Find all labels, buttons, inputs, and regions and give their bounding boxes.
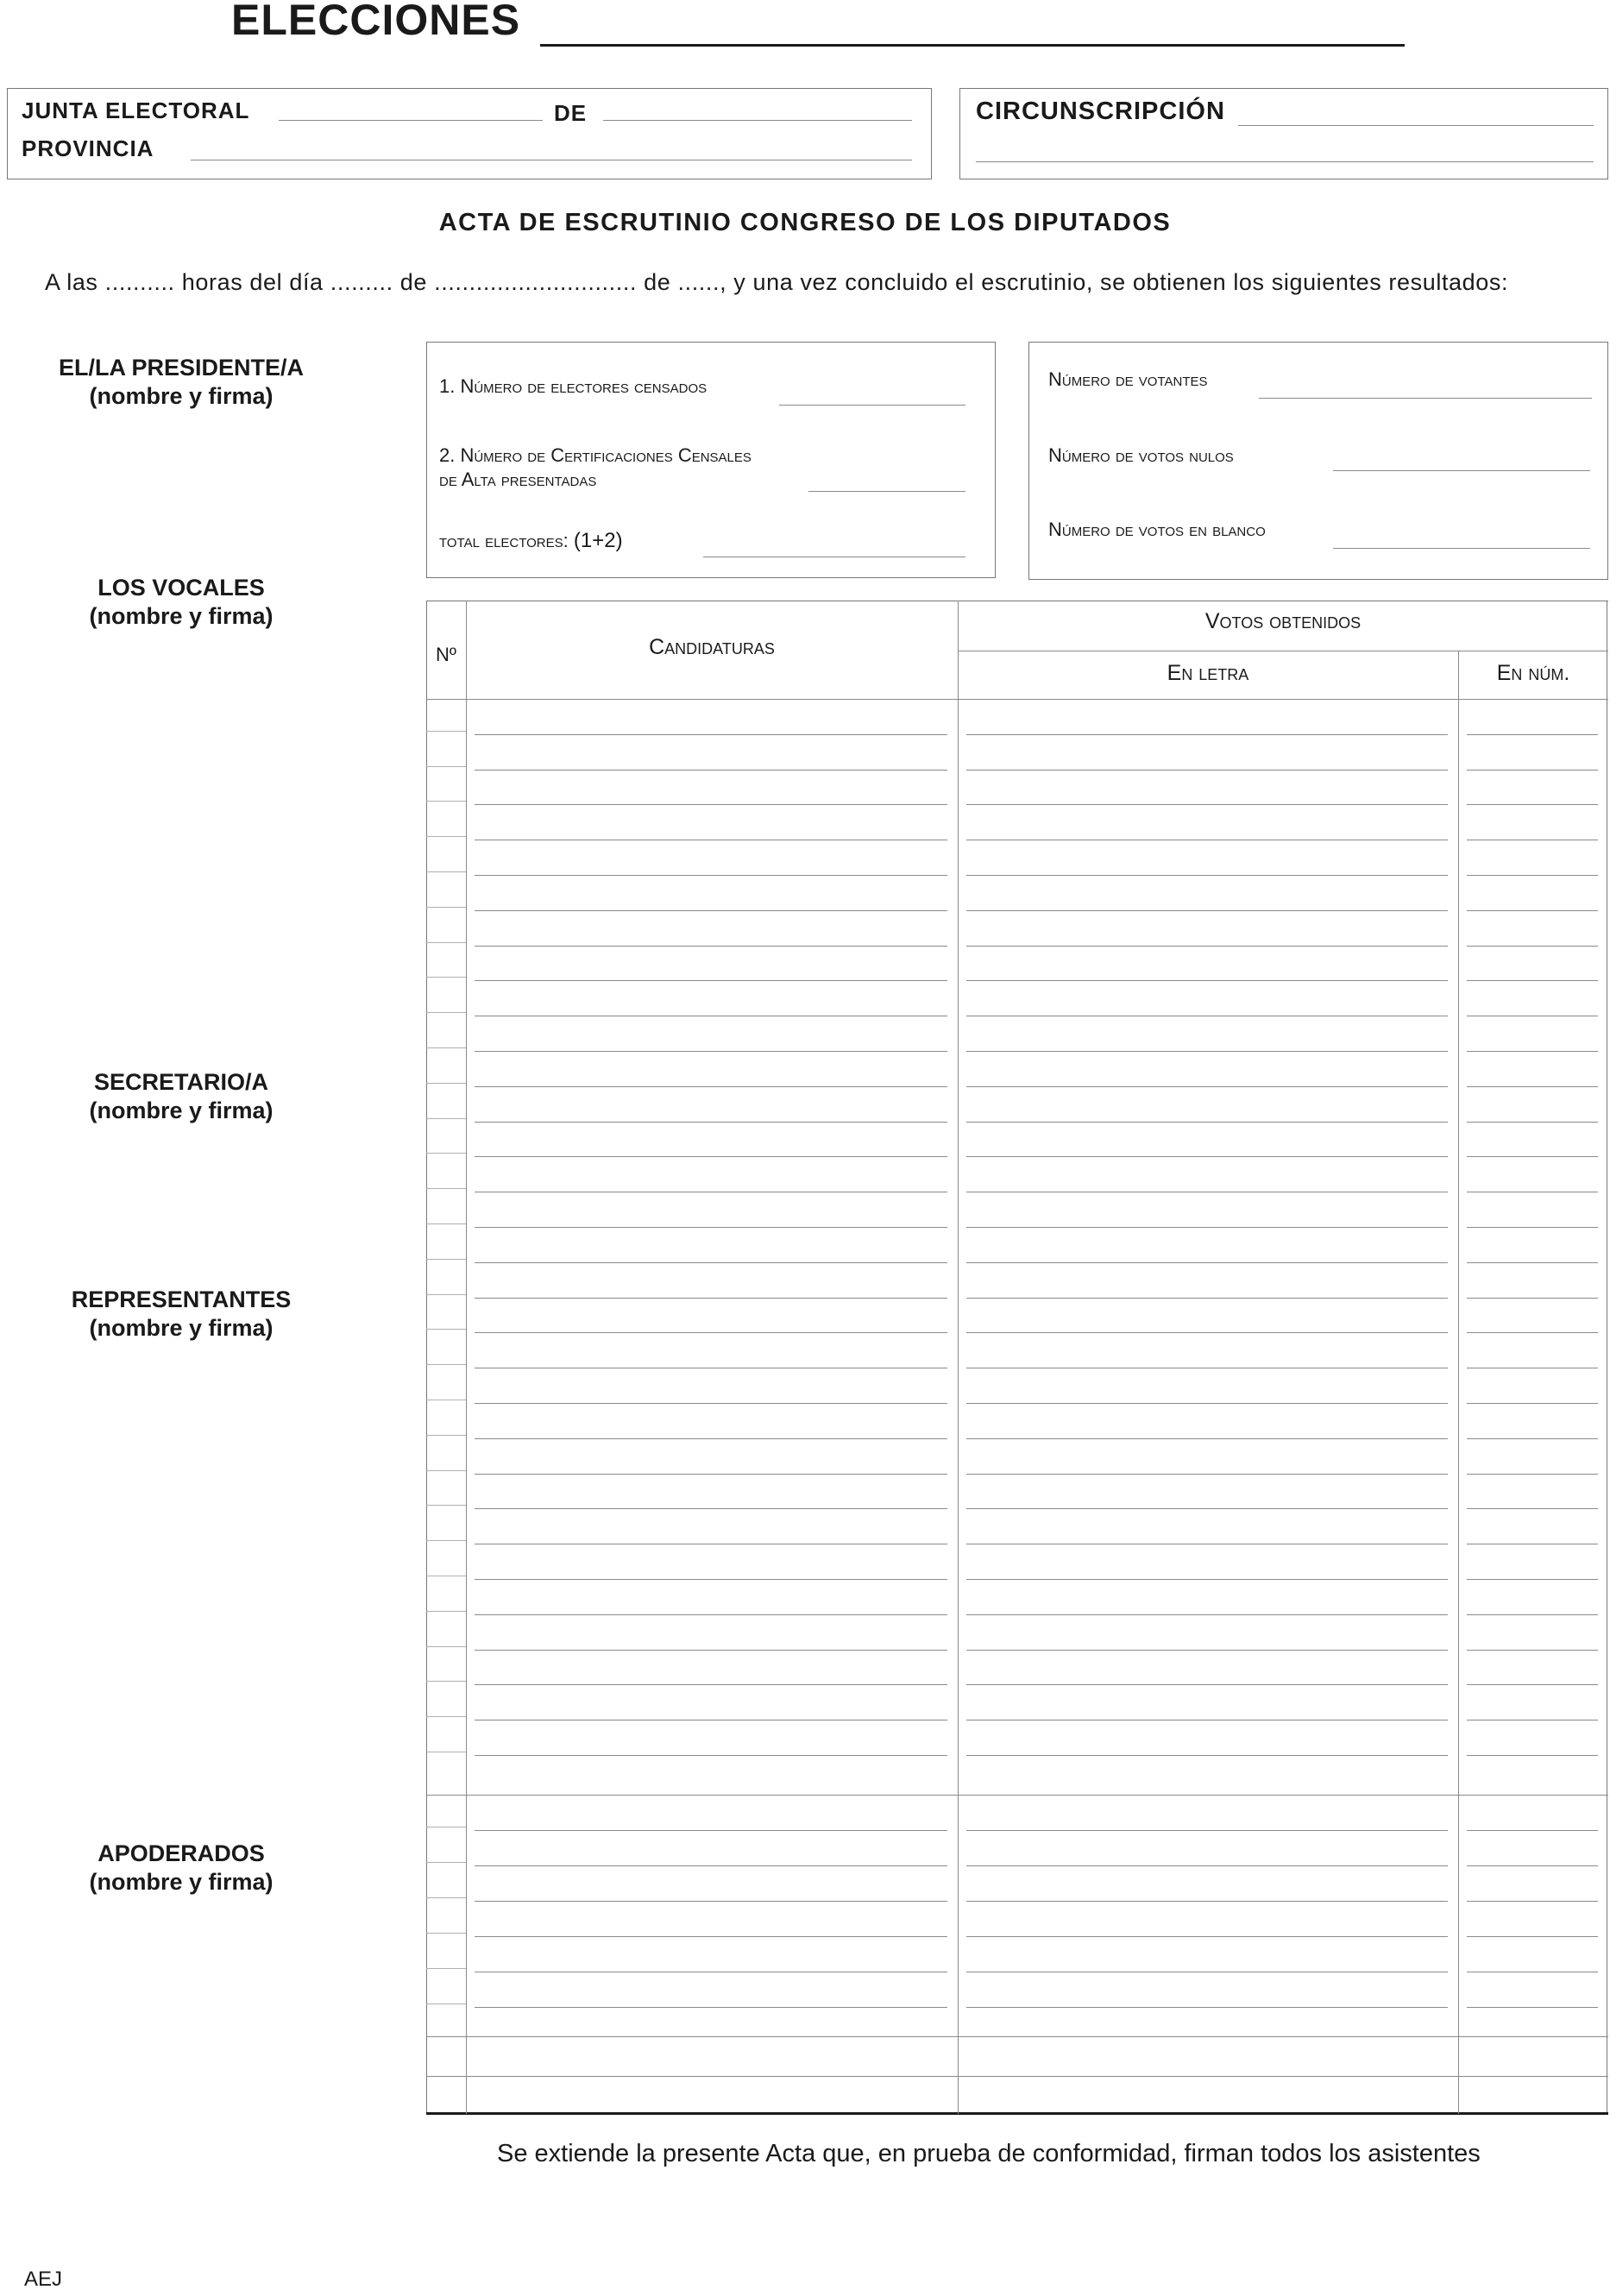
votos-num-field[interactable] <box>1467 1474 1598 1475</box>
signature-apoderados <box>43 1840 319 1897</box>
row-separator <box>426 2076 1608 2077</box>
row-number-separator <box>426 766 466 767</box>
votos-num-field[interactable] <box>1467 1936 1598 1937</box>
candidatura-field[interactable] <box>475 1438 947 1439</box>
row-number-separator <box>426 1505 466 1506</box>
votos-letra-field[interactable] <box>966 1403 1448 1404</box>
row-number-separator <box>426 1083 466 1084</box>
row-number-separator <box>426 1897 466 1898</box>
votos-letra-field[interactable] <box>966 1936 1448 1937</box>
candidatura-field[interactable] <box>475 1614 947 1615</box>
candidatura-field[interactable] <box>475 1684 947 1685</box>
acta-title: ACTA DE ESCRUTINIO CONGRESO DE LOS DIPUTADOS <box>438 209 1172 236</box>
votos-num-field[interactable] <box>1467 1830 1598 1831</box>
certificaciones-label-1: 2. Número de Certificaciones Censales <box>439 444 752 466</box>
col-sep-no <box>466 601 467 2114</box>
elections-title: ELECCIONES <box>231 0 521 44</box>
votos-num-field[interactable] <box>1467 1403 1598 1404</box>
row-number-separator <box>426 1933 466 1934</box>
section-separator <box>426 1795 1608 1796</box>
row-number-separator <box>426 1012 466 1013</box>
row-number-separator <box>426 1188 466 1189</box>
votos-num-field[interactable] <box>1467 1438 1598 1439</box>
votos-num-field[interactable] <box>1467 1086 1598 1087</box>
candidatura-field[interactable] <box>475 1901 947 1902</box>
certificaciones-label-2: de Alta presentadas <box>439 469 597 490</box>
results-table <box>426 601 1608 2116</box>
votos-num-field[interactable] <box>1467 804 1598 805</box>
votos-letra-field[interactable] <box>966 1650 1448 1651</box>
votos-letra-field[interactable] <box>966 1755 1448 1756</box>
circunscripcion-label: CIRCUNSCRIPCIÓN <box>976 98 1225 125</box>
candidatura-field[interactable] <box>475 1755 947 1756</box>
votos-letra-field[interactable] <box>966 1156 1448 1157</box>
candidatura-field[interactable] <box>475 910 947 911</box>
votos-letra-field[interactable] <box>966 1086 1448 1087</box>
votos-num-field[interactable] <box>1467 980 1598 981</box>
votos-num-field[interactable] <box>1467 910 1598 911</box>
col-header-no: Nº <box>436 644 456 665</box>
votos-letra-field[interactable] <box>966 770 1448 771</box>
signature-role: LOS VOCALES <box>97 575 265 601</box>
col-header-votos: Votos obtenidos <box>1204 609 1362 633</box>
candidatura-field[interactable] <box>475 980 947 981</box>
votos-num-field[interactable] <box>1467 1156 1598 1157</box>
row-number-separator <box>426 1470 466 1471</box>
votos-letra-field[interactable] <box>966 1262 1448 1263</box>
signature-role: EL/LA PRESIDENTE/A <box>58 355 305 381</box>
votos-num-field[interactable] <box>1467 1332 1598 1333</box>
row-number-separator <box>426 1681 466 1682</box>
candidatura-field[interactable] <box>475 2007 947 2008</box>
signature-note: (nombre y firma) <box>89 603 274 629</box>
votos-num-field[interactable] <box>1467 1650 1598 1651</box>
votos-nulos-label: Número de votos nulos <box>1048 444 1234 466</box>
junta-electoral-field[interactable] <box>279 120 543 121</box>
circunscripcion-field[interactable] <box>1238 125 1594 126</box>
signature-note: (nombre y firma) <box>89 1098 274 1123</box>
votos-letra-field[interactable] <box>966 1901 1448 1902</box>
circunscripcion-box <box>959 88 1608 179</box>
votos-letra-field[interactable] <box>966 1579 1448 1580</box>
votos-letra-field[interactable] <box>966 946 1448 947</box>
votantes-field[interactable] <box>1259 398 1592 399</box>
votos-num-field[interactable] <box>1467 770 1598 771</box>
votos-num-field[interactable] <box>1467 875 1598 876</box>
votos-num-field[interactable] <box>1467 1227 1598 1228</box>
total-electores <box>439 529 623 553</box>
candidatura-field[interactable] <box>475 1051 947 1052</box>
candidatura-field[interactable] <box>475 1086 947 1087</box>
signature-role: SECRETARIO/A <box>93 1069 268 1095</box>
row-number-separator <box>426 1047 466 1048</box>
votos-num-field[interactable] <box>1467 734 1598 735</box>
de-field[interactable] <box>603 120 912 121</box>
col-sep-letra <box>1458 651 1459 2114</box>
candidatura-field[interactable] <box>475 1830 947 1831</box>
votos-num-field[interactable] <box>1467 1298 1598 1299</box>
votos-num-field[interactable] <box>1467 1865 1598 1866</box>
row-number-separator <box>426 1862 466 1863</box>
candidatura-field[interactable] <box>475 1298 947 1299</box>
row-number-separator <box>426 1364 466 1365</box>
votos-letra-field[interactable] <box>966 1830 1448 1831</box>
candidatura-field[interactable] <box>475 770 947 771</box>
closing-statement: Se extiende la presente Acta que, en prueba de conformidad, firman todos los asistentes <box>497 2140 1481 2167</box>
votos-num-field[interactable] <box>1467 1901 1598 1902</box>
candidatura-field[interactable] <box>475 875 947 876</box>
table-left-border <box>426 601 427 2114</box>
votos-num-field[interactable] <box>1467 1579 1598 1580</box>
signature-presidente <box>43 354 319 411</box>
votos-num-field[interactable] <box>1467 1508 1598 1509</box>
candidatura-field[interactable] <box>475 1403 947 1404</box>
signature-role: REPRESENTANTES <box>71 1286 292 1312</box>
row-number-separator <box>426 942 466 943</box>
census-box <box>426 342 996 578</box>
acta-intro-sentence: A las .......... horas del día ......... de ............................. de ......, y una vez concluido el escrutinio, se obtienen los siguientes resultados: <box>45 269 1509 295</box>
candidatura-field[interactable] <box>475 1508 947 1509</box>
row-number-separator <box>426 871 466 872</box>
col-header-candidaturas: Candidaturas <box>649 635 775 659</box>
row-number-separator <box>426 1646 466 1647</box>
junta-electoral-label: JUNTA ELECTORAL <box>22 98 250 123</box>
row-number-separator <box>426 1968 466 1969</box>
votos-num-field[interactable] <box>1467 1755 1598 1756</box>
votos-letra-field[interactable] <box>966 875 1448 876</box>
votos-letra-field[interactable] <box>966 1614 1448 1615</box>
votos-letra-field[interactable] <box>966 1438 1448 1439</box>
votos-num-field[interactable] <box>1467 1122 1598 1123</box>
signature-vocales <box>43 574 319 631</box>
row-number-separator <box>426 1716 466 1717</box>
votos-letra-field[interactable] <box>966 1298 1448 1299</box>
electores-censados-field[interactable] <box>779 405 965 406</box>
row-number-separator <box>426 1259 466 1260</box>
votes-box <box>1028 342 1608 580</box>
electores-censados-label: 1. Número de electores censados <box>439 375 708 397</box>
candidatura-field[interactable] <box>475 734 947 735</box>
votos-letra-field[interactable] <box>966 804 1448 805</box>
votos-letra-field[interactable] <box>966 1227 1448 1228</box>
votos-num-field[interactable] <box>1467 1684 1598 1685</box>
signature-note: (nombre y firma) <box>89 1869 274 1895</box>
de-label: DE <box>554 100 588 126</box>
signature-secretario <box>43 1068 319 1125</box>
row-number-separator <box>426 836 466 837</box>
votos-letra-field[interactable] <box>966 734 1448 735</box>
row-number-separator <box>426 1294 466 1295</box>
votos-nulos-field[interactable] <box>1333 470 1590 471</box>
votos-letra-field[interactable] <box>966 1051 1448 1052</box>
row-number-separator <box>426 977 466 978</box>
provincia-label: PROVINCIA <box>22 135 154 161</box>
candidatura-field[interactable] <box>475 1579 947 1580</box>
votos-num-field[interactable] <box>1467 946 1598 947</box>
total-electores-label: total electores: <box>439 530 569 551</box>
row-number-separator <box>426 1540 466 1541</box>
candidatura-field[interactable] <box>475 1865 947 1866</box>
signature-representantes <box>43 1286 319 1343</box>
votos-blanco-label: Número de votos en blanco <box>1048 519 1266 540</box>
votos-num-field[interactable] <box>1467 2007 1598 2008</box>
candidatura-field[interactable] <box>475 804 947 805</box>
votos-letra-field[interactable] <box>966 910 1448 911</box>
candidatura-field[interactable] <box>475 1122 947 1123</box>
table-bottom-border <box>426 2112 1608 2115</box>
votos-letra-field[interactable] <box>966 1865 1448 1866</box>
votos-letra-field[interactable] <box>966 2007 1448 2008</box>
signature-note: (nombre y firma) <box>89 1315 274 1341</box>
votos-num-field[interactable] <box>1467 1614 1598 1615</box>
votos-blanco-field[interactable] <box>1333 548 1590 549</box>
row-number-separator <box>426 1329 466 1330</box>
col-header-num: En núm. <box>1496 661 1570 685</box>
col-header-letra: En letra <box>1167 661 1249 685</box>
candidatura-field[interactable] <box>475 946 947 947</box>
candidatura-field[interactable] <box>475 1332 947 1333</box>
signature-role: APODERADOS <box>97 1840 265 1866</box>
header-bottom-sep <box>426 699 1608 700</box>
elections-name-line[interactable] <box>540 44 1405 47</box>
total-electores-formula: (1+2) <box>573 529 623 552</box>
votos-letra-field[interactable] <box>966 1332 1448 1333</box>
junta-electoral-box <box>7 88 932 179</box>
row-number-separator <box>426 1223 466 1224</box>
votantes-label: Número de votantes <box>1048 368 1208 390</box>
row-number-separator <box>426 2003 466 2004</box>
votos-letra-field[interactable] <box>966 1122 1448 1123</box>
row-number-separator <box>426 1435 466 1436</box>
col-sep-candidaturas <box>958 601 959 2114</box>
votos-num-field[interactable] <box>1467 1051 1598 1052</box>
row-number-separator <box>426 1153 466 1154</box>
candidatura-field[interactable] <box>475 1936 947 1937</box>
row-number-separator <box>426 731 466 732</box>
circunscripcion-field-2[interactable] <box>976 161 1594 162</box>
candidatura-field[interactable] <box>475 1227 947 1228</box>
candidatura-field[interactable] <box>475 1650 947 1651</box>
form-code: AEJ <box>24 2268 63 2291</box>
candidatura-field[interactable] <box>475 1474 947 1475</box>
row-number-separator <box>426 1118 466 1119</box>
row-number-separator <box>426 801 466 802</box>
votos-letra-field[interactable] <box>966 980 1448 981</box>
candidatura-field[interactable] <box>475 1156 947 1157</box>
row-number-separator <box>426 1611 466 1612</box>
certificaciones-field[interactable] <box>808 491 965 492</box>
votos-letra-field[interactable] <box>966 1474 1448 1475</box>
votos-num-field[interactable] <box>1467 1262 1598 1263</box>
row-separator <box>426 2036 1608 2037</box>
signature-note: (nombre y firma) <box>89 383 274 409</box>
votos-letra-field[interactable] <box>966 1684 1448 1685</box>
candidatura-field[interactable] <box>475 1262 947 1263</box>
votos-letra-field[interactable] <box>966 1508 1448 1509</box>
row-number-separator <box>426 907 466 908</box>
